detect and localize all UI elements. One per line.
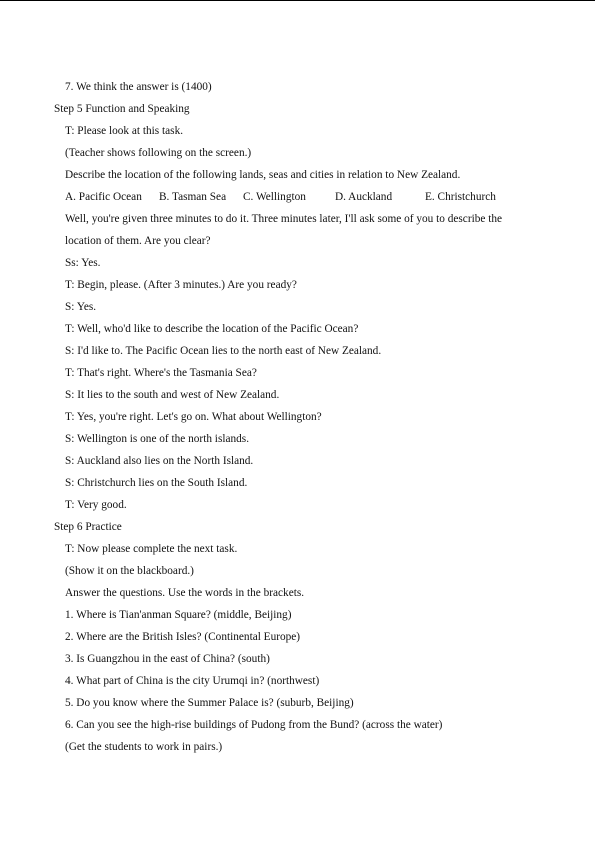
text-line: T: Yes, you're right. Let's go on. What about Wellington? bbox=[65, 411, 322, 423]
option-list bbox=[0, 186, 595, 208]
text-line: S: Yes. bbox=[65, 301, 97, 313]
page-top-rule bbox=[0, 0, 595, 1]
text-line: S: Christchurch lies on the South Island. bbox=[65, 477, 248, 489]
text-line: location of them. Are you clear? bbox=[65, 235, 211, 247]
text-line: 2. Where are the British Isles? (Continental Europe) bbox=[65, 631, 301, 643]
text-line: S: Wellington is one of the north islands. bbox=[65, 433, 250, 445]
text-line: T: Please look at this task. bbox=[65, 125, 184, 137]
text-line: S: It lies to the south and west of New Zealand. bbox=[65, 389, 280, 401]
text-line: Ss: Yes. bbox=[65, 257, 101, 269]
option-item: B. Tasman Sea bbox=[159, 191, 227, 203]
text-line: Answer the questions. Use the words in the brackets. bbox=[65, 587, 305, 599]
text-line: Well, you're given three minutes to do it. Three minutes later, I'll ask some of you to describe the bbox=[65, 213, 503, 225]
document-body bbox=[0, 76, 595, 758]
option-item: A. Pacific Ocean bbox=[65, 191, 142, 203]
text-line: 4. What part of China is the city Urumqi in? (northwest) bbox=[65, 675, 320, 687]
text-line: 6. Can you see the high-rise buildings of Pudong from the Bund? (across the water) bbox=[65, 719, 443, 731]
option-item: D. Auckland bbox=[335, 191, 393, 203]
text-line: 3. Is Guangzhou in the east of China? (south) bbox=[65, 653, 270, 665]
section-heading: Step 6 Practice bbox=[54, 521, 122, 533]
text-line: S: Auckland also lies on the North Island. bbox=[65, 455, 254, 467]
text-line: T: That's right. Where's the Tasmania Sea? bbox=[65, 367, 257, 379]
text-line: 5. Do you know where the Summer Palace is? (suburb, Beijing) bbox=[65, 697, 354, 709]
text-line: S: I'd like to. The Pacific Ocean lies to the north east of New Zealand. bbox=[65, 345, 382, 357]
text-line: T: Now please complete the next task. bbox=[65, 543, 238, 555]
option-item: E. Christchurch bbox=[425, 191, 496, 203]
option-item: C. Wellington bbox=[243, 191, 306, 203]
text-line: (Show it on the blackboard.) bbox=[65, 565, 194, 577]
text-line: Describe the location of the following lands, seas and cities in relation to New Zealand. bbox=[65, 169, 461, 181]
text-line: T: Well, who'd like to describe the location of the Pacific Ocean? bbox=[65, 323, 359, 335]
text-line: 7. We think the answer is (1400) bbox=[65, 81, 212, 93]
text-line: 1. Where is Tian'anman Square? (middle, Beijing) bbox=[65, 609, 292, 621]
text-line: T: Very good. bbox=[65, 499, 127, 511]
section-heading: Step 5 Function and Speaking bbox=[54, 103, 190, 115]
text-line: (Get the students to work in pairs.) bbox=[65, 741, 223, 753]
text-line: (Teacher shows following on the screen.) bbox=[65, 147, 252, 159]
text-line: T: Begin, please. (After 3 minutes.) Are you ready? bbox=[65, 279, 297, 291]
